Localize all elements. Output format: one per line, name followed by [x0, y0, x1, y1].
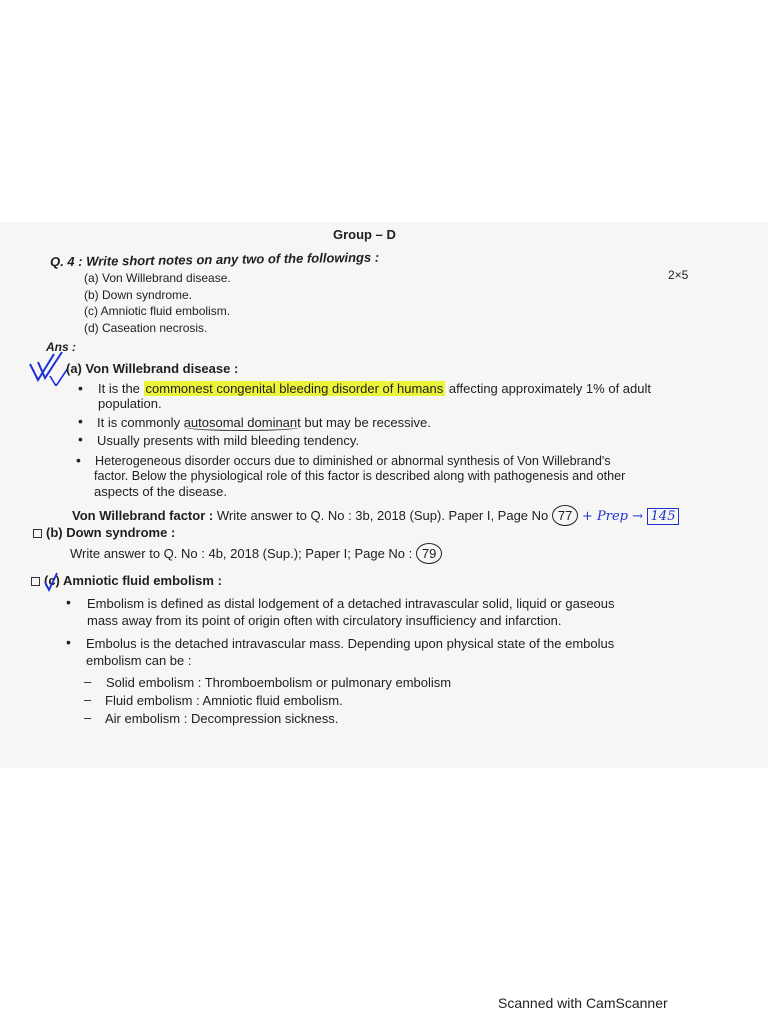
section-a-bullet-4-line-2: factor. Below the physiological role of this factor is described along with pathogenesis and other: [94, 469, 626, 483]
question-marks: 2×5: [668, 268, 689, 282]
sub-item-1: Solid embolism : Thromboembolism or pulmonary embolism: [106, 675, 452, 690]
bullet-icon: •: [76, 452, 81, 468]
checkbox-icon: [31, 577, 40, 586]
vwf-reference: Von Willebrand factor : Write answer to Q. No : 3b, 2018 (Sup). Paper I, Page No 77 + Prep → 145: [72, 508, 679, 524]
section-c-bullet-1-line-2: mass away from its point of origin often with circulatory insufficiency and infarction.: [87, 613, 562, 628]
option-c: (c) Amniotic fluid embolism.: [84, 304, 231, 318]
answer-label: Ans :: [46, 340, 76, 354]
dash-icon: –: [84, 710, 92, 725]
dash-icon: –: [84, 674, 92, 689]
underlined-text: autosomal dominant: [183, 415, 301, 430]
section-b-reference: Write answer to Q. No : 4b, 2018 (Sup.); Paper I; Page No : 79: [70, 546, 442, 561]
section-c-bullet-2-line-2: embolism can be :: [86, 653, 192, 668]
highlighted-text: commonest congenital bleeding disorder of humans: [145, 381, 444, 396]
section-a-bullet-4-line-3: aspects of the disease.: [94, 484, 227, 499]
sub-item-3: Air embolism : Decompression sickness.: [105, 711, 339, 726]
section-c-bullet-1-line-1: Embolism is defined as distal lodgement of a detached intravascular solid, liquid or gaseous: [87, 596, 615, 611]
option-a: (a) Von Willebrand disease.: [84, 271, 231, 285]
section-a-bullet-3: Usually presents with mild bleeding tendency.: [97, 433, 360, 448]
bullet-icon: •: [66, 594, 71, 610]
option-b: (b) Down syndrome.: [84, 288, 193, 302]
checkmark-icon: [44, 572, 58, 592]
section-b-page-number: 79: [416, 543, 442, 564]
group-title: Group – D: [333, 227, 396, 242]
option-d: (d) Caseation necrosis.: [84, 321, 208, 335]
question-text: Write short notes on any two of the followings :: [86, 249, 380, 269]
vwf-label: Von Willebrand factor :: [72, 508, 214, 523]
sub-item-2: Fluid embolism : Amniotic fluid embolism.: [105, 693, 343, 708]
section-c-bullet-2-line-1: Embolus is the detached intravascular mass. Depending upon physical state of the embolus: [86, 636, 615, 651]
section-a-bullet-1: It is the commonest congenital bleeding disorder of humans affecting approximately 1% of adult: [98, 381, 651, 396]
bullet-icon: •: [66, 634, 71, 650]
bullet-icon: •: [78, 431, 83, 447]
section-a-bullet-1-cont: population.: [98, 396, 162, 411]
question-number: Q. 4 :: [49, 253, 83, 270]
bullet-icon: •: [78, 380, 83, 396]
handwritten-page-number: 145: [647, 508, 680, 525]
section-b-heading: (b) Down syndrome :: [33, 525, 175, 540]
scanner-watermark: Scanned with CamScanner: [498, 995, 668, 1011]
section-a-heading: (a) Von Willebrand disease :: [66, 361, 239, 376]
bullet-icon: •: [78, 413, 83, 429]
section-a-bullet-4-line-1: Heterogeneous disorder occurs due to diminished or abnormal synthesis of Von Willebrand's: [95, 454, 611, 468]
handwritten-prep-note: + Prep →: [582, 509, 644, 524]
vwf-page-number: 77: [552, 505, 578, 526]
section-c-heading: (c) Amniotic fluid embolism :: [31, 573, 222, 588]
checkbox-icon: [33, 529, 42, 538]
section-a-bullet-2: It is commonly autosomal dominant but may be recessive.: [97, 415, 431, 430]
dash-icon: –: [84, 692, 92, 707]
